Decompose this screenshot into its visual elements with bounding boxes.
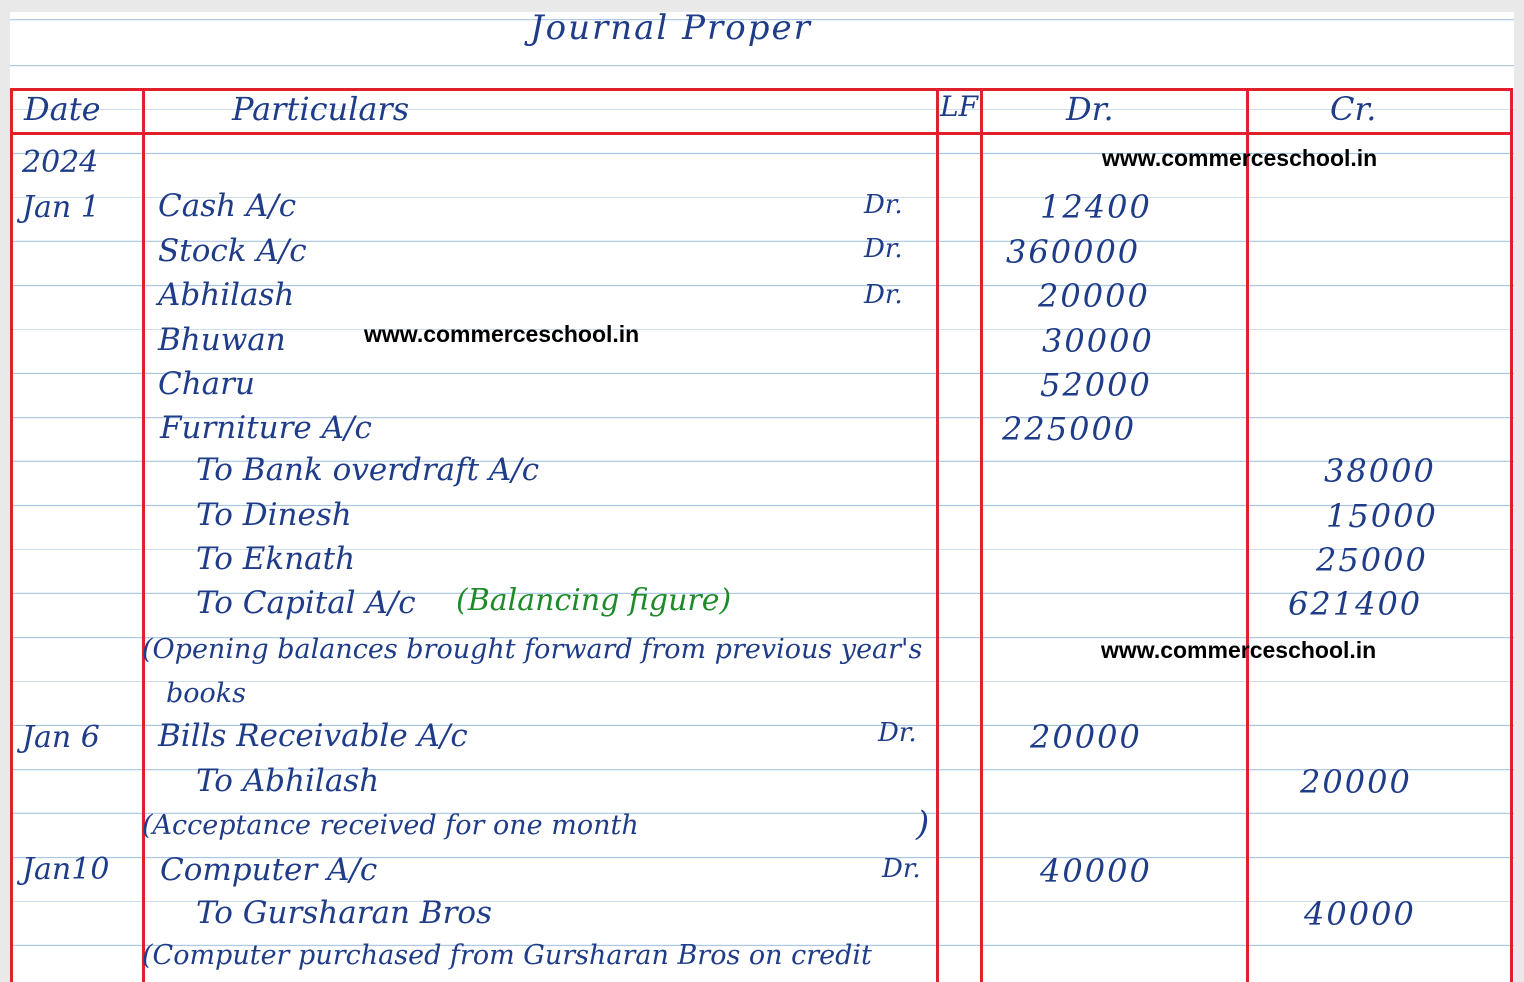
credit-account: To Eknath	[196, 541, 356, 577]
debit-marker: Dr.	[882, 854, 921, 884]
narration: books	[166, 678, 247, 709]
page-title: Journal Proper	[530, 8, 812, 48]
debit-marker: Dr.	[864, 234, 903, 264]
narration: (Acceptance received for one month	[142, 810, 639, 841]
watermark: www.commerceschool.in	[364, 321, 640, 347]
debit-amount: 12400	[1040, 188, 1152, 226]
header-particulars: Particulars	[232, 90, 410, 128]
debit-account: Furniture A/c	[160, 410, 372, 446]
dr-column-divider	[1246, 88, 1249, 982]
debit-account: Charu	[158, 366, 255, 402]
debit-account: Computer A/c	[160, 852, 378, 888]
debit-account: Abhilash	[158, 277, 295, 313]
credit-account: To Abhilash	[196, 763, 380, 799]
debit-amount: 225000	[1002, 410, 1137, 448]
credit-account: To Gursharan Bros	[196, 895, 492, 931]
debit-amount: 360000	[1006, 233, 1141, 271]
lf-column-divider	[980, 88, 983, 982]
credit-account: To Dinesh	[196, 497, 352, 533]
debit-amount: 20000	[1030, 718, 1142, 756]
credit-amount: 621400	[1288, 585, 1423, 623]
header-lf: LF	[940, 90, 979, 123]
header-bottom-border	[10, 132, 1513, 135]
credit-account: To Capital A/c	[196, 585, 416, 621]
credit-amount: 20000	[1300, 763, 1412, 801]
header-dr: Dr.	[1066, 90, 1114, 128]
debit-marker: Dr.	[878, 718, 917, 748]
debit-amount: 40000	[1040, 852, 1152, 890]
particulars-column-divider	[936, 88, 939, 982]
debit-amount: 52000	[1040, 366, 1152, 404]
debit-amount: 20000	[1038, 277, 1150, 315]
narration: (Computer purchased from Gursharan Bros on credit	[142, 940, 872, 971]
debit-marker: Dr.	[864, 280, 903, 310]
entry-date: Jan10	[22, 852, 110, 887]
debit-marker: Dr.	[864, 190, 903, 220]
debit-account: Cash A/c	[158, 188, 297, 224]
credit-amount: 40000	[1304, 895, 1416, 933]
credit-account: To Bank overdraft A/c	[196, 452, 540, 488]
debit-amount: 30000	[1042, 322, 1154, 360]
balancing-note: (Balancing figure)	[456, 583, 732, 618]
watermark: www.commerceschool.in	[1101, 637, 1377, 663]
right-border	[1510, 88, 1513, 982]
narration: (Opening balances brought forward from previous year's	[142, 634, 923, 665]
header-date: Date	[24, 90, 101, 128]
left-border	[10, 88, 13, 982]
credit-amount: 38000	[1324, 452, 1436, 490]
year-label: 2024	[22, 145, 99, 180]
credit-amount: 25000	[1316, 541, 1428, 579]
entry-date: Jan 1	[22, 190, 100, 225]
debit-account: Bills Receivable A/c	[158, 718, 468, 754]
watermark: www.commerceschool.in	[1102, 145, 1378, 171]
header-cr: Cr.	[1330, 90, 1377, 128]
narration-close: )	[916, 804, 930, 844]
debit-account: Bhuwan	[158, 322, 286, 358]
entry-date: Jan 6	[22, 720, 100, 755]
date-column-divider	[142, 88, 145, 982]
debit-account: Stock A/c	[158, 233, 307, 269]
credit-amount: 15000	[1326, 497, 1438, 535]
